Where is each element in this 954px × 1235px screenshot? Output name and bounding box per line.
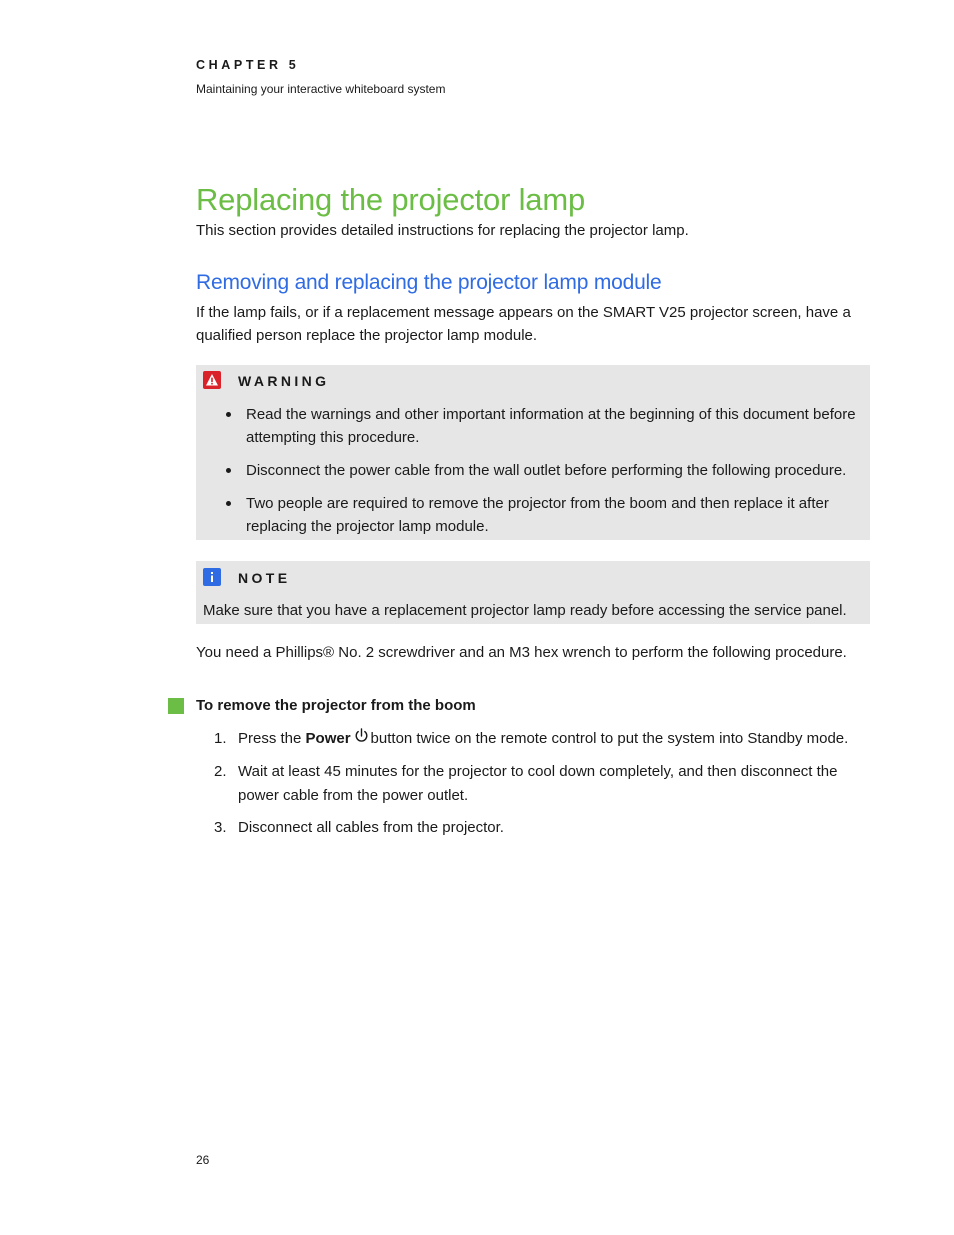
warning-label: WARNING <box>238 373 330 389</box>
page-title: Replacing the projector lamp <box>196 182 585 217</box>
step-text-bold: Power <box>305 730 351 747</box>
procedure-square-icon <box>168 698 184 714</box>
procedure-steps <box>196 727 866 848</box>
step-number: 3. <box>214 819 227 836</box>
warning-item: Two people are required to remove the projector from the boom and then replace it after replacing the projector lamp module. <box>196 492 870 538</box>
bullet-icon <box>226 468 231 473</box>
procedure-step <box>196 816 866 840</box>
note-text: Make sure that you have a replacement projector lamp ready before accessing the service panel. <box>203 602 847 619</box>
procedure-step <box>196 760 866 808</box>
step-number: 1. <box>214 730 227 747</box>
warning-item: Read the warnings and other important information at the beginning of this document before attempting this procedure. <box>196 403 870 449</box>
step-text: Wait at least 45 minutes for the projector to cool down completely, and then disconnect the power cable from the power outlet. <box>238 763 838 804</box>
warning-callout <box>196 365 870 540</box>
step-text: Disconnect all cables from the projector. <box>238 819 504 836</box>
note-callout <box>196 561 870 624</box>
section-text: If the lamp fails, or if a replacement message appears on the SMART V25 projector screen, have a qualified person replace the projector lamp module. <box>196 304 851 344</box>
intro-text: This section provides detailed instructions for replacing the projector lamp. <box>196 222 689 239</box>
tools-text: You need a Phillips® No. 2 screwdriver and an M3 hex wrench to perform the following procedure. <box>196 644 847 661</box>
bullet-icon <box>226 501 231 506</box>
step-text-suffix: button twice on the remote control to put the system into Standby mode. <box>370 730 849 747</box>
info-icon <box>203 568 221 586</box>
bullet-icon <box>226 412 231 417</box>
power-icon <box>354 728 369 752</box>
procedure-step <box>196 727 866 752</box>
page-number: 26 <box>196 1153 210 1167</box>
section-heading: Removing and replacing the projector lamp module <box>196 271 662 294</box>
warning-list <box>196 403 870 548</box>
chapter-label: CHAPTER 5 <box>196 58 300 72</box>
chapter-title: Maintaining your interactive whiteboard system <box>196 82 446 96</box>
note-label: NOTE <box>238 570 291 586</box>
procedure-heading: To remove the projector from the boom <box>196 697 476 714</box>
step-text-prefix: Press the <box>238 730 306 747</box>
warning-item: Disconnect the power cable from the wall outlet before performing the following procedure. <box>196 459 870 482</box>
warning-triangle-icon <box>203 371 221 389</box>
step-number: 2. <box>214 763 227 780</box>
